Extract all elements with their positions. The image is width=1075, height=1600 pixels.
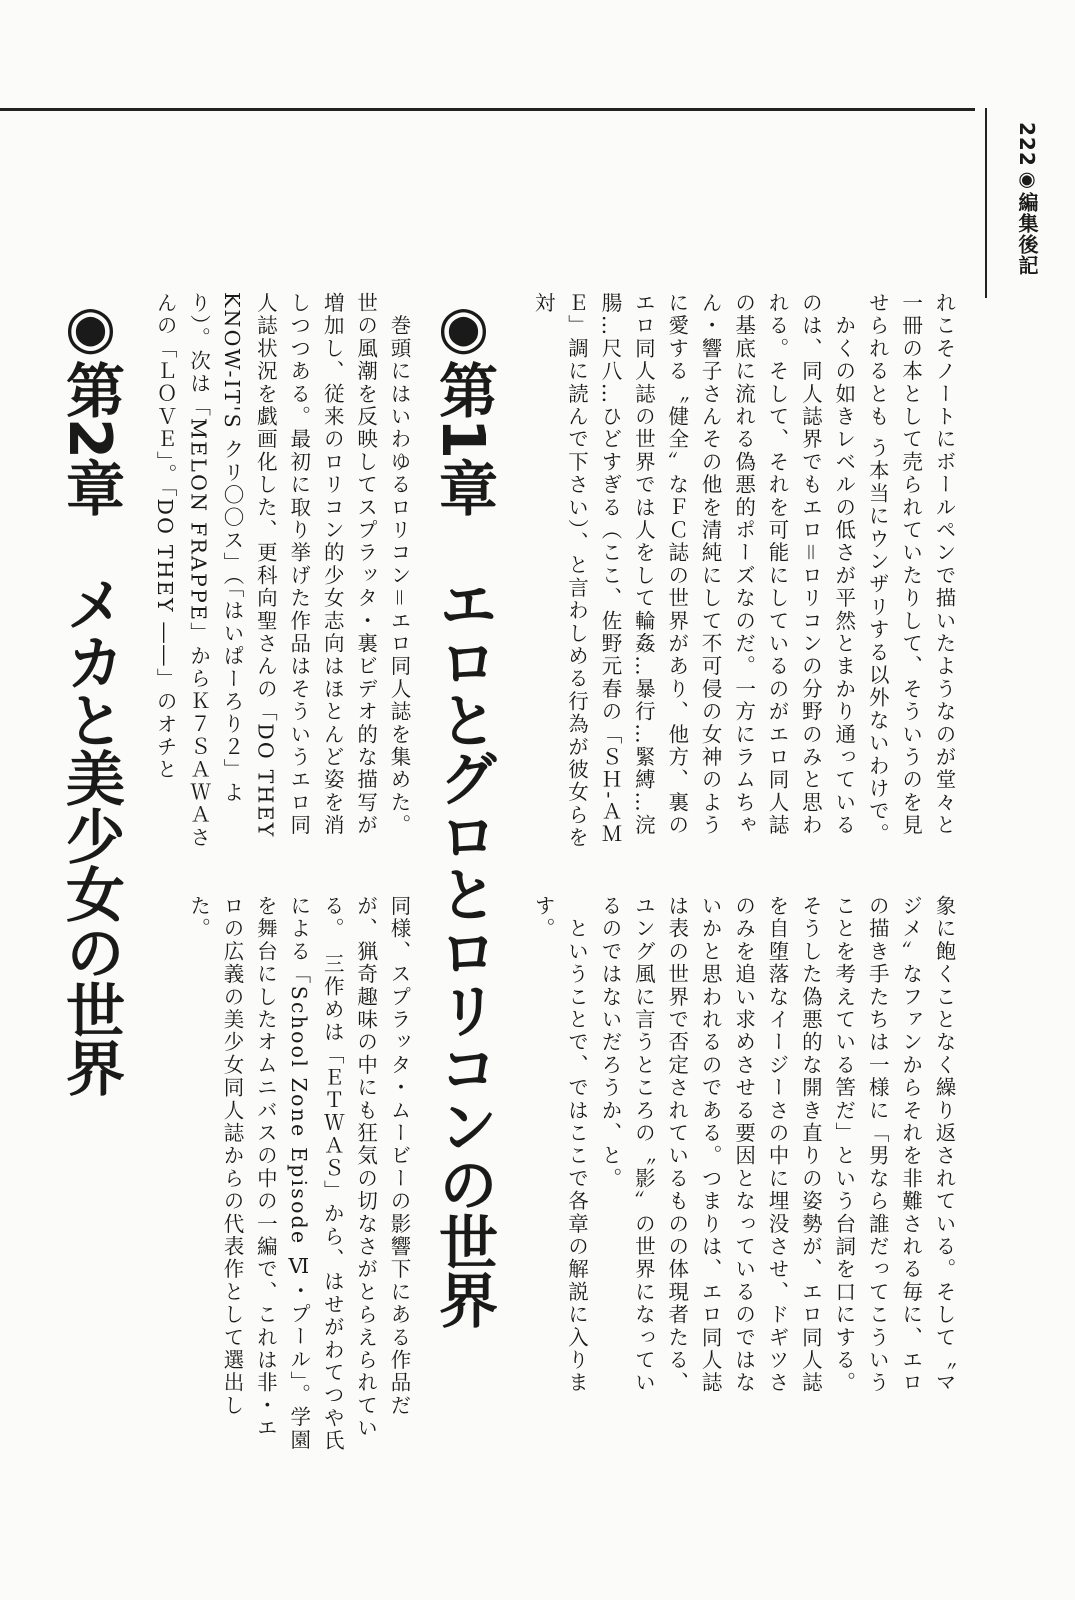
- chapter1-heading: ◉第1章 エロとグロとロリコンの世界: [429, 292, 498, 1329]
- chapter1-text-upper-block: 巻頭にはいわゆるロリコン＝エロ同人誌を集めた。世の風潮を反映してスプラッタ・裏ビデオ的な描写が増加し、従来のロリコン的少女志向はほとんど姿を消しつつある。最初に取り挙げた作品はそういうエロ同人誌状況を戯画化した、更科向聖さんの「DO THEY KNOW-IT'S クリ〇〇ス」（「はいぱーろり２」より）。次は「MELON FRAPPE」からＫ７ＳＡＷＡさんの「ＬＯＶＥ」。「DO THEY ――」のオチと: [153, 292, 411, 850]
- chapter2-heading: ◉第2章 メカと美少女の世界: [56, 292, 125, 1097]
- running-header: 222◉編集後記: [1015, 122, 1039, 276]
- intro-text-upper-block: れこそノートにボールペンで描いたようなのが堂々と一冊の本として売られていたりして、そういうのを見せられるとも う本当にウンザリする以外ないわけで。 かくの如きレベルの低さが平然とまかり通っているのは、同人誌界でもエロ＝ロリコンの分野のみと思われる。そして、それを可能にしているのがエロ同人誌の基底に流れる偽悪的ポーズなのだ。一方にラムちゃん・響子さんその他を清純にして不可侵の女神のように愛する〝健全〟なＦＣ誌の世界があり、他方、裏のエロ同人誌の世界では人をして輪姦…暴行…緊縛…浣腸…尺八…ひどすぎる（ここ、佐野元春の「ＳＨ-ＡＭＥ」調に読んで下さい）、と言わしめる行為が彼女らを対: [531, 292, 956, 850]
- intro-text-lower-block: 象に飽くことなく繰り返されている。そして〝マジメ〟なファンからそれを非難される毎に、エロの描き手たちは一様に「男なら誰だってこういうことを考えている筈だ」という台詞を口にする。そうした偽悪的な開き直りの姿勢が、エロ同人誌を自堕落なイージーさの中に埋没させ、ドギツさのみを追い求めさせる要因となっているのではないかと思われるのである。つまりは、エロ同人誌は表の世界で否定されているものの体現者たる、ユング風に言うところの〝影〟の世界になっているのではないだろうか、と。 ということで、ではここで各章の解説に入ります。: [531, 895, 956, 1395]
- top-rule-divider: [0, 108, 975, 111]
- side-rule-divider: [985, 108, 987, 298]
- chapter1-text-lower-block: 同様、スプラッタ・ムービーの影響下にある作品だが、猟奇趣味の中にも狂気の切なさがとらえられている。 三作めは「ＥＴＷＡＳ」から、はせがわてつや氏による「School Zone Episode Ⅵ・プール」。学園を舞台にしたオムニバスの中の一編で、これは非・エロの広義の美少女同人誌からの代表作として選出した。: [186, 895, 411, 1453]
